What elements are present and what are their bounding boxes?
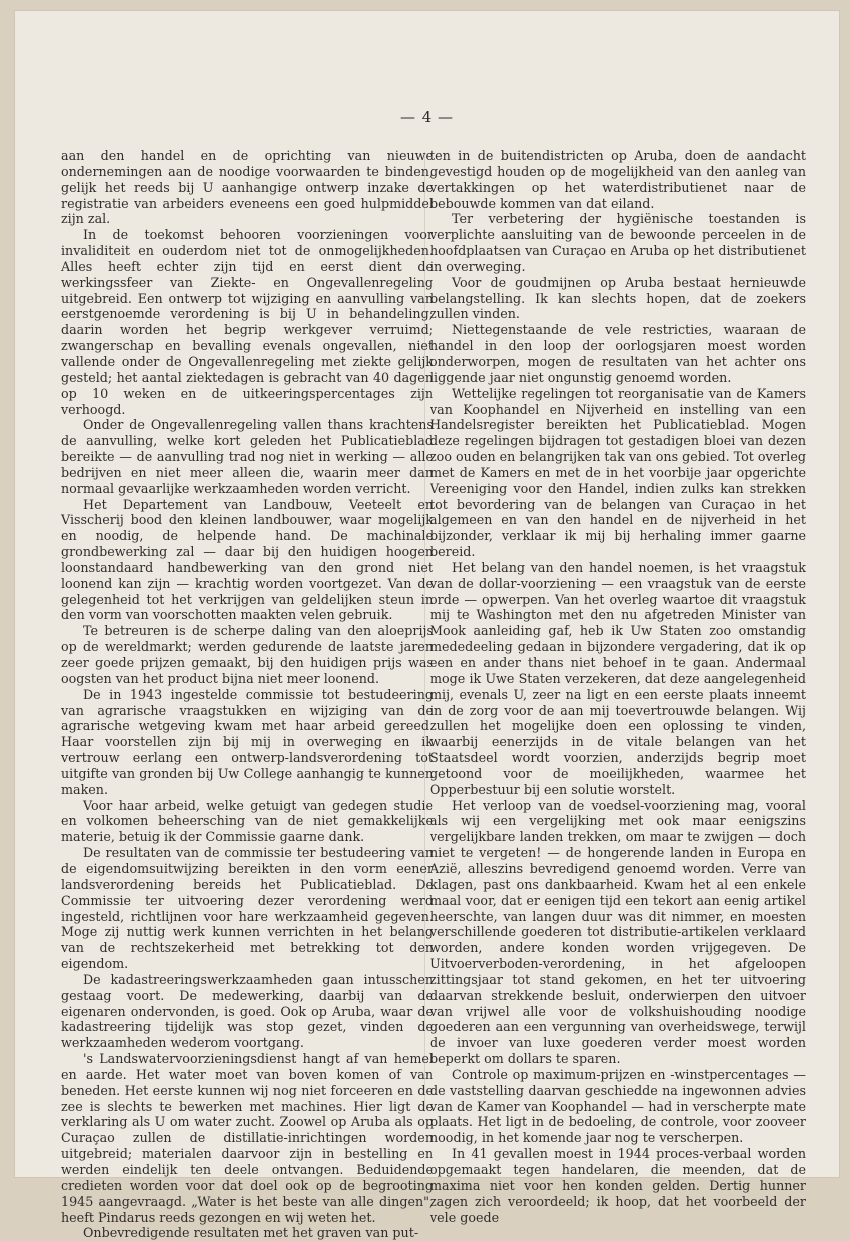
paragraph: Onder de Ongevallenregeling vallen thans krachtens de aanvulling, welke kort geleden het Publicatieblad bereikte — de aanvulling trad nog niet in werking — alle bedrijven en niet meer alleen die, waarin meer dan normaal gevaarlijke werkzaamheden worden verricht. [61,417,433,496]
paragraph: Het Departement van Landbouw, Veeteelt en Visscherij bood den kleinen landbouwer, waar mogelijk en noodig, de helpende hand. De machinale grondbewerking zal — daar bij den huidigen hoogen loonstandaard handbewerking van den grond niet loonend kan zijn — krachtig worden voortgezet. Van de gelegenheid tot het verkrijgen van geldelijken steun in den vorm van voorschotten maakten velen gebruik. [61,496,433,623]
paragraph: Niettegenstaande de vele restricties, waaraan de handel in den loop der oorlogsjaren moest worden onderworpen, mogen de resultaten van het achter ons liggende jaar niet ongunstig genoemd worden. [430,322,806,385]
paragraph: Te betreuren is de scherpe daling van den aloeprijs op de wereldmarkt; werden gedurende de laatste jaren zeer goede prijzen gemaakt, bij den huidigen prijs was oogsten van het product bijna niet meer loonend. [61,623,433,686]
paragraph: Het belang van den handel noemen, is het vraagstuk van de dollar-voorziening — een vraagstuk van de eerste orde — opwerpen. Van het overleg waartoe dit vraagstuk mij te Washington met den nu afgetreden Minister van Mook aanleiding gaf, heb ik Uw Staten zoo omstandig mededeeling gedaan in bijzondere vergadering, dat ik op een en ander thans niet behoef in te gaan. Andermaal moge ik Uwe Staten verzekeren, dat deze aangelegenheid mij, evenals U, zeer na ligt en een eerste plaats inneemt in de zorg voor de aan mij toevertrouwde belangen. Wij zullen het mogelijke doen een oplossing te vinden, waarbij eenerzijds in de vitale belangen van het Staatsdeel wordt voorzien, anderzijds begrip moet getoond voor de moeilijkheden, waarmee het Opperbestuur bij een solutie worstelt. [430,559,806,797]
paragraph: In 41 gevallen moest in 1944 proces-verbaal worden opgemaakt tegen handelaren, die meenden, dat de maxima niet voor hen konden gelden. Dertig hunner zagen zich veroordeeld; ik hoop, dat het voorbeeld der vele goede [430,1146,806,1225]
paragraph: 's Landswatervoorzieningsdienst hangt af van hemel en aarde. Het water moet van boven komen of van beneden. Het eerste kunnen wij nog niet forceeren en de zee is slechts te bewerken met machines. Hier ligt de verklaring als U om water zucht. Zoowel op Aruba als op Curaçao zullen de distillatie-inrichtingen worden uitgebreid; materialen daarvoor zijn in bestelling en werden eindelijk ten deele ontvangen. Beduidende credieten worden voor dat doel ook op de begrooting 1945 aangevraagd. „Water is het beste van alle dingen", heeft Pindarus reeds gezongen en wij weten het. [61,1051,433,1225]
paragraph: ten in de buitendistricten op Aruba, doen de aandacht gevestigd houden op de mogelijkheid van den aanleg van vertakkingen op het waterdistributienet naar de bebouwde kommen van dat eiland. [430,148,806,211]
page-number: — 4 — [399,108,455,126]
paragraph: Het verloop van de voedsel-voorziening mag, vooral als wij een vergelijking met ook maar eenigszins vergelijkbare landen trekken, om maar te zwijgen — doch niet te vergeten! — de hongerende landen in Europa en Azië, alleszins bevredigend genoemd worden. Verre van klagen, past ons dankbaarheid. Kwam het al een enkele maal voor, dat er eenigen tijd een tekort aan eenig artikel heerschte, van langen duur was dit nimmer, en moesten verschillende goederen tot distributie-artikelen verklaard worden, andere konden worden vrijgegeven. De Uitvoerverboden-verordening, in het afgeloopen zittingsjaar tot stand gekomen, en het ter uitvoering daarvan strekkende besluit, onderwierpen den uitvoer van vrijwel alle voor de volkshuishouding noodige goederen aan een vergunning van overheidswege, terwijl de invoer van luxe goederen verder moest worden beperkt om dollars te sparen. [430,797,806,1067]
paragraph: De in 1943 ingestelde commissie tot bestudeering van agrarische vraagstukken en wijziging van de agrarische wetgeving kwam met haar arbeid gereed. Haar voorstellen zijn bij mij in overweging en ik vertrouw eerlang een ontwerp-landsverordening tot uitgifte van gronden bij Uw College aanhangig te kunnen maken. [61,686,433,797]
paragraph: Onbevredigende resultaten met het graven van put- [83,1225,419,1241]
paragraph: Voor de goudmijnen op Aruba bestaat hernieuwde belangstelling. Ik kan slechts hopen, dat de zoekers zullen vinden. [430,274,806,322]
paragraph: De resultaten van de commissie ter bestudeering van de eigendomsuitwijzing bereikten in den vorm eener landsverordening bereids het Publicatieblad. De Commissie ter uitvoering dezer verordening werd ingesteld, richtlijnen voor hare werkzaamheid gegeven. Moge zij nuttig werk kunnen verrichten in het belang van de rechtszekerheid met betrekking tot den eigendom. [61,845,433,972]
column-divider [424,152,425,1112]
right-column [430,148,806,1225]
paragraph: Voor haar arbeid, welke getuigt van gedegen studie en volkomen beheersching van de niet gemakkelijke materie, betuig ik der Commissie gaarne dank. [61,797,433,845]
paragraph: De kadastreeringswerkzaamheden gaan intusschen gestaag voort. De medewerking, daarbij van de eigenaren ondervonden, is goed. Ook op Aruba, waar de kadastreering tijdelijk was stop gezet, vinden de werkzaamheden wederom voortgang. [61,971,433,1051]
document-page [14,10,840,1241]
paragraph: aan den handel en de oprichting van nieuwe ondernemingen aan de noodige voorwaarden te binden, gelijk het reeds bij U aanhangige ontwerp inzake de registratie van arbeiders eveneens een goed hulpmiddel zijn zal. [61,148,433,227]
left-column [61,148,433,1241]
paragraph: Wettelijke regelingen tot reorganisatie van de Kamers van Koophandel en Nijverheid en instelling van een Handelsregister bereikten het Publicatieblad. Mogen deze regelingen bijdragen tot gestadigen bloei van dezen zoo ouden en belangrijken tak van ons gebied. Tot overleg met de Kamers en met de in het voorbije jaar opgerichte Vereeniging voor den Handel, indien zulks kan strekken tot bevordering van de belangen van Curaçao in het algemeen en van den handel en de nijverheid in het bijzonder, verklaar ik mij bij herhaling immer gaarne bereid. [430,385,806,560]
paragraph: In de toekomst behooren voorzieningen voor invaliditeit en ouderdom niet tot de onmogelijkheden. Alles heeft echter zijn tijd en eerst dient de werkingssfeer van Ziekte- en Ongevallenregeling uitgebreid. Een ontwerp tot wijziging en aanvulling van eerstgenoemde verordening is bij U in behandeling; daarin worden het begrip werkgever verruimd; zwangerschap en bevalling evenals ongevallen, niet vallende onder de Ongevallenregeling met ziekte gelijk gesteld; het aantal ziektedagen is gebracht van 40 dagen op 10 weken en de uitkeeringspercentages zijn verhoogd. [61,227,433,417]
paragraph: Controle op maximum-prijzen en -winstpercentages — de vaststelling daarvan geschiedde na ingewonnen advies van de Kamer van Koophandel — had in verscherpte mate plaats. Het ligt in de bedoeling, de controle, voor zooveer noodig, in het komende jaar nog te verscherpen. [430,1066,806,1146]
paragraph: Ter verbetering der hygiënische toestanden is verplichte aansluiting van de bewoonde perceelen in de hoofdplaatsen van Curaçao en Aruba op het distributienet in overweging. [430,211,806,274]
